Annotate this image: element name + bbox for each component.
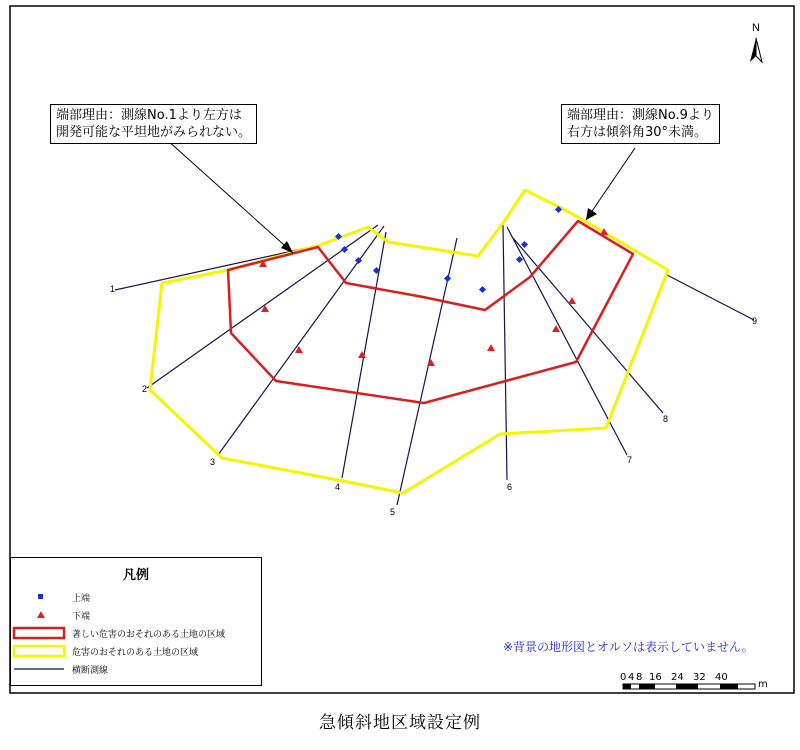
legend-item-severe-zone <box>11 626 261 642</box>
legend-item-hazard-zone <box>11 644 261 660</box>
survey-line-1-label: 1 <box>110 284 116 294</box>
scale-unit: m <box>758 679 768 690</box>
callout-left-leader <box>166 139 293 253</box>
lower-edge-marker <box>487 344 495 351</box>
upper-edge-marker <box>516 256 523 263</box>
callout-right-line2: 右方は傾斜角30°未満。 <box>567 125 708 140</box>
legend-survey-line-label: 横断測線 <box>72 666 109 676</box>
legend-title: 凡例 <box>122 568 149 583</box>
scale-tick-40: 40 <box>715 672 728 683</box>
upper-edge-marker <box>479 286 486 293</box>
north-label: N <box>752 22 760 34</box>
survey-line-2-label: 2 <box>142 384 148 394</box>
legend-lower-edge-label: 下端 <box>72 612 91 622</box>
north-arrow-icon <box>750 22 762 62</box>
callout-left-line2: 開発可能な平坦地がみられない。 <box>56 125 252 140</box>
upper-edge-square-icon <box>11 590 71 606</box>
survey-line-9-label: 9 <box>752 316 758 326</box>
scale-tick-0: 0 <box>620 672 627 683</box>
scale-tick-16: 16 <box>649 672 662 683</box>
upper-edge-marker <box>444 275 451 282</box>
callout-right <box>561 104 720 144</box>
scale-tick-8: 8 <box>636 672 643 683</box>
callout-left-arrowhead <box>281 241 293 253</box>
survey-line-8-label: 8 <box>663 414 669 424</box>
scale-tick-32: 32 <box>693 672 706 683</box>
legend-item-survey-line <box>11 662 261 678</box>
legend-upper-edge-label: 上端 <box>72 594 91 604</box>
legend-severe-zone-label: 著しい危害のおそれのある土地の区域 <box>72 630 226 640</box>
lower-edge-marker <box>568 297 576 304</box>
survey-line-9 <box>667 275 754 320</box>
survey-line-7-label: 7 <box>627 455 633 465</box>
survey-line-6-label: 6 <box>507 482 513 492</box>
scale-tick-4: 4 <box>628 672 635 683</box>
lower-edge-marker <box>427 359 435 366</box>
survey-line-8 <box>513 238 663 413</box>
legend <box>10 557 262 686</box>
background-note: ※背景の地形図とオルソは表示していません。 <box>503 640 754 654</box>
survey-line-4-label: 4 <box>335 482 341 492</box>
callout-right-leader <box>586 148 635 220</box>
callout-left-line1: 端部理由：測線No.1より左方は <box>56 108 242 123</box>
hazard-zone-box-icon <box>11 644 71 660</box>
callout-right-line1: 端部理由：測線No.9より <box>567 108 714 123</box>
callout-right-arrowhead <box>586 208 597 220</box>
callout-left <box>50 104 257 144</box>
hazard-zone-boundary <box>150 190 668 493</box>
severe-zone-box-icon <box>11 626 71 642</box>
survey-line-1 <box>115 245 320 290</box>
legend-item-lower-edge <box>11 608 261 624</box>
scale-tick-24: 24 <box>671 672 684 683</box>
legend-item-upper-edge <box>11 590 261 606</box>
survey-line-3-label: 3 <box>210 457 216 467</box>
survey-line-5-label: 5 <box>390 507 396 517</box>
survey-line-6 <box>503 225 507 480</box>
figure-caption: 急傾斜地区域設定例 <box>319 713 481 733</box>
legend-hazard-zone-label: 危害のおそれのある土地の区域 <box>72 648 199 658</box>
scale-bar <box>623 684 755 689</box>
upper-edge-marker <box>521 241 528 248</box>
lower-edge-triangle-icon <box>11 608 71 624</box>
survey-line-icon <box>11 662 71 678</box>
